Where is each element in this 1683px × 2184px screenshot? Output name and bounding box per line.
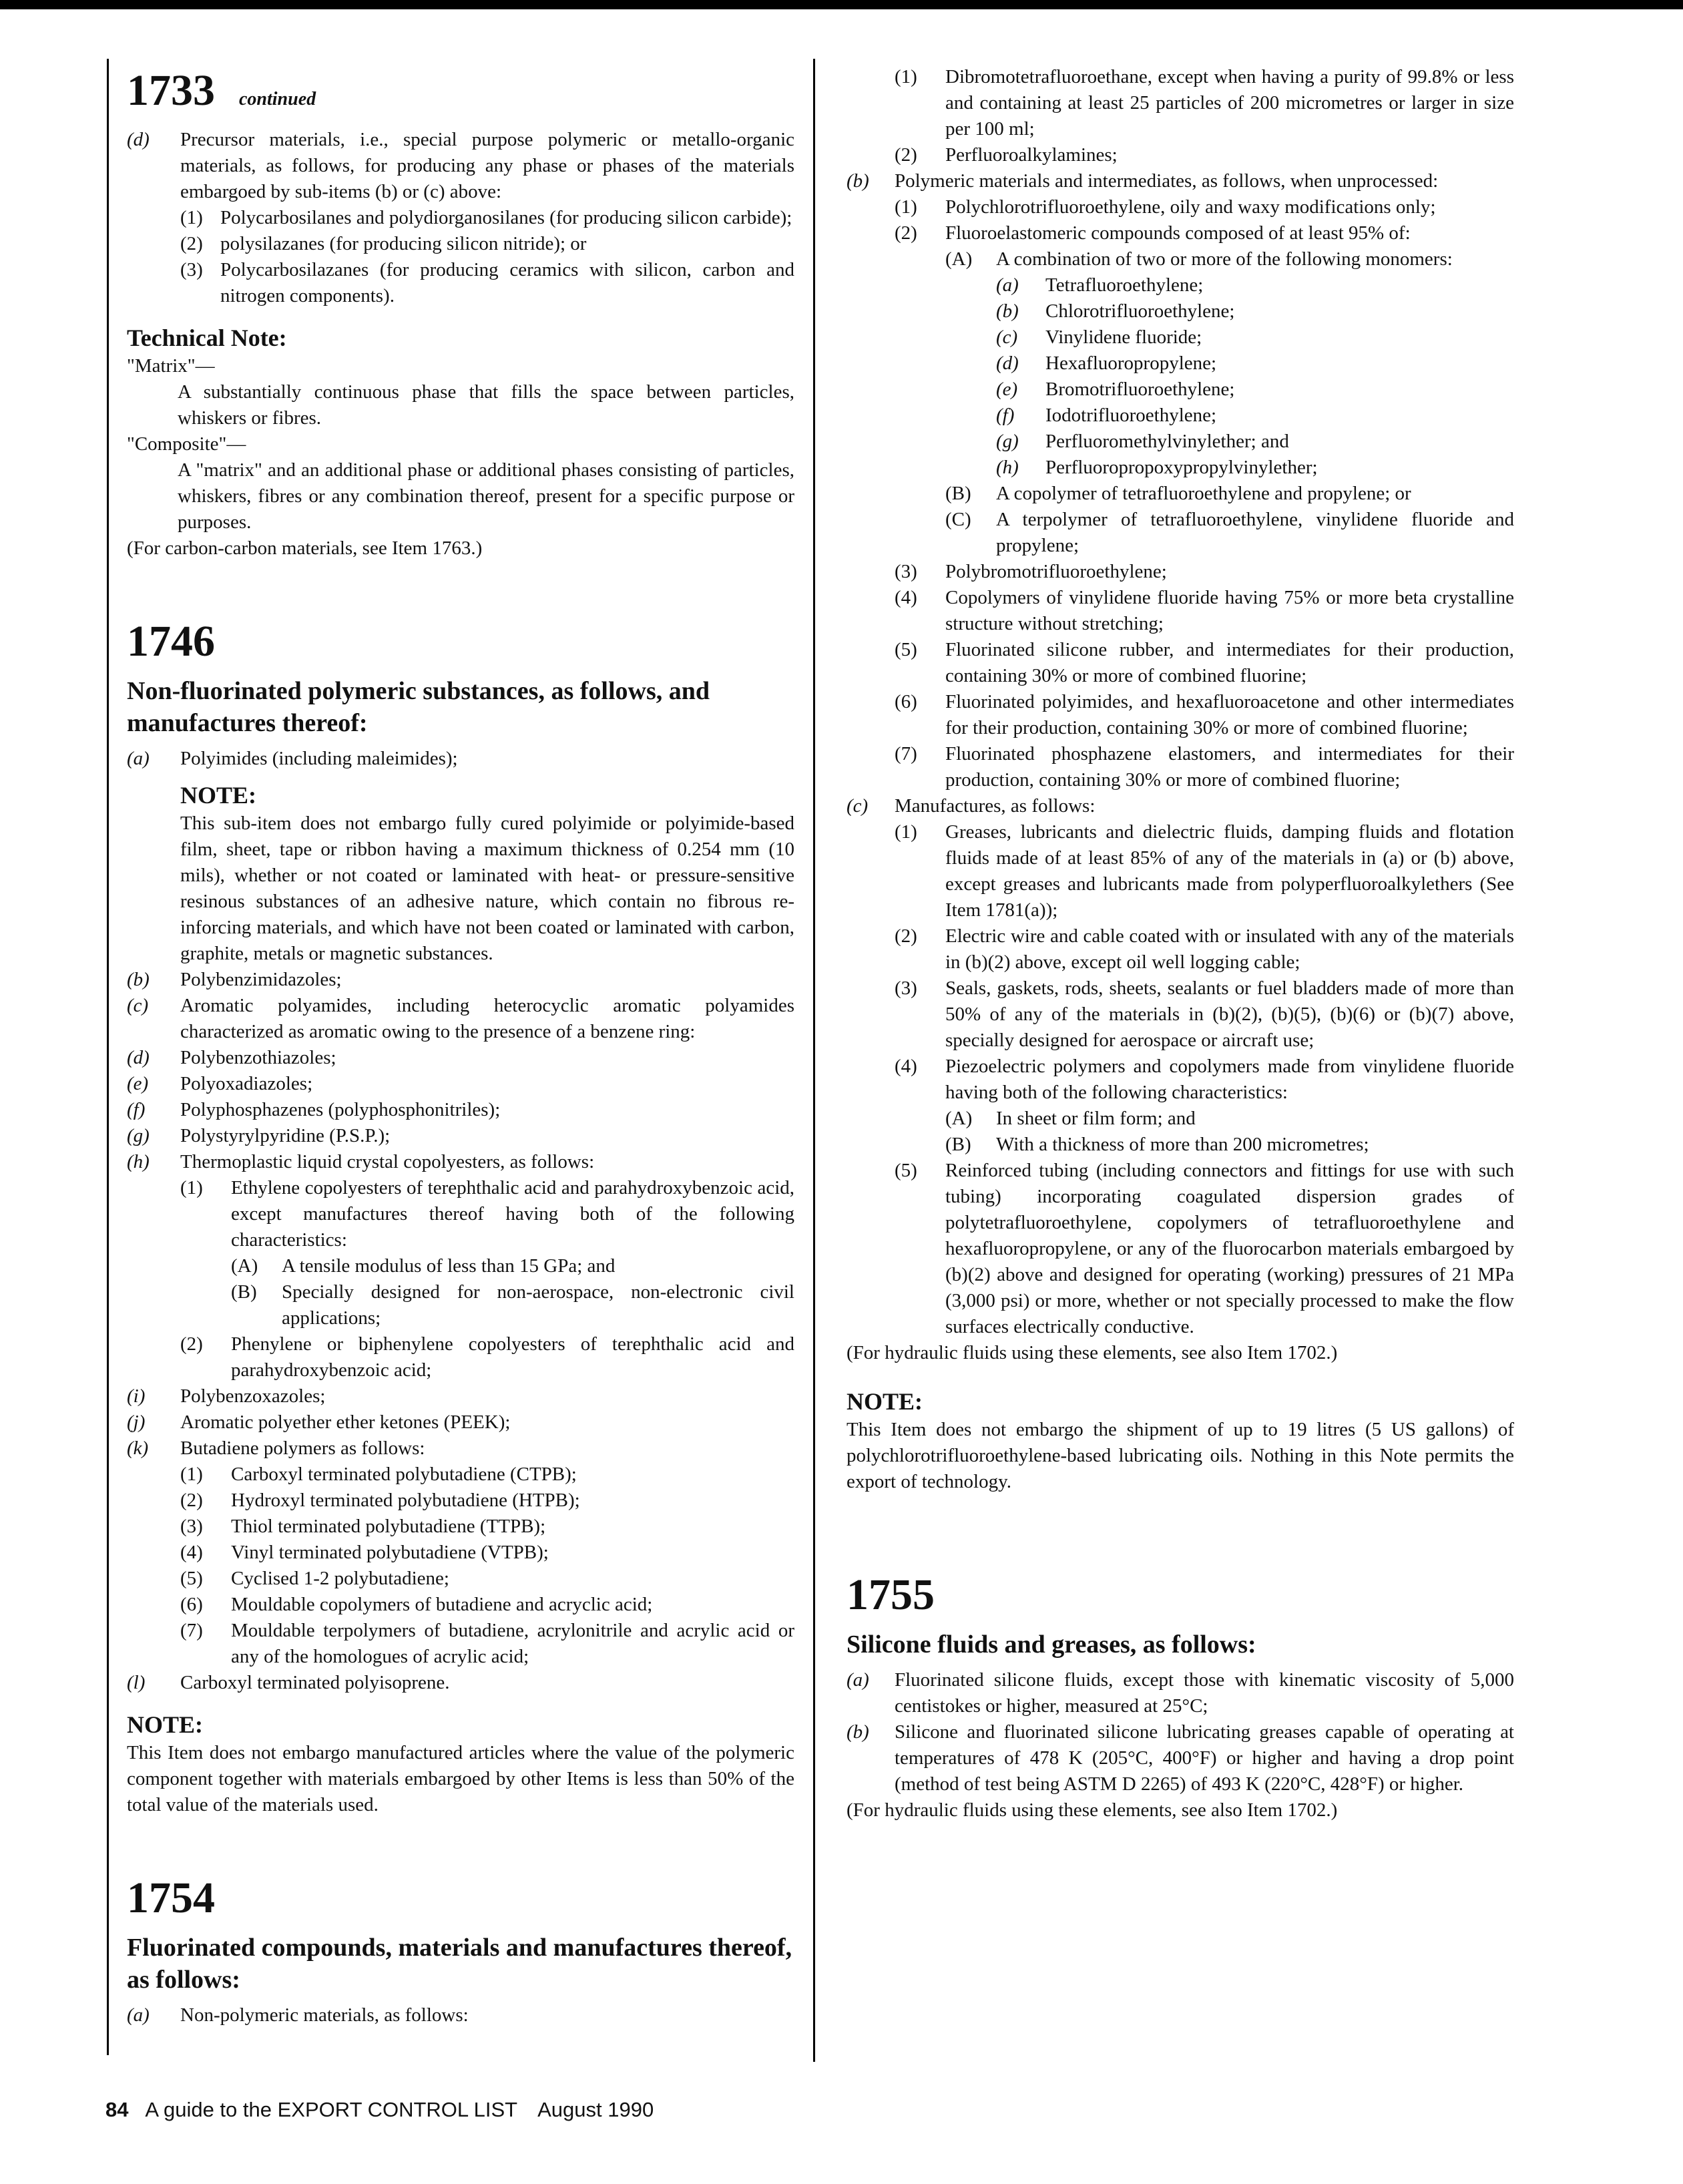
list-item: [180, 1462, 794, 1488]
item-label: (b): [847, 1721, 869, 1743]
item-text: A terpolymer of tetrafluoroethylene, vinylidene fluoride and propylene;: [996, 509, 1514, 556]
definition-term: "Composite"—: [127, 433, 246, 455]
list-item: [996, 298, 1514, 324]
item-text: Non-polymeric materials, as follows:: [180, 2004, 469, 2026]
item-text: Polyoxadiazoles;: [180, 1073, 313, 1094]
item-label: (B): [945, 483, 971, 504]
list-item: [895, 637, 1514, 689]
item-number: 1754: [127, 1874, 215, 1922]
center-column-rule: [813, 59, 815, 2062]
list-item: [180, 231, 794, 257]
item-label: (a): [127, 2004, 150, 2026]
item-text: Dibromotetrafluoroethane, except when having a purity of 99.8% or less and containing at least 25 particles of 200 micrometres or larger in size per 100 ml;: [945, 66, 1514, 140]
item-text: Aromatic polyether ether ketones (PEEK);: [180, 1411, 511, 1433]
item-text: Tetrafluoroethylene;: [1045, 274, 1204, 296]
item-text: Fluorinated polyimides, and hexafluoroacetone and other intermediates for their production, containing 30% or more of combined fluorine;: [945, 691, 1514, 738]
item-text: Polystyrylpyridine (P.S.P.);: [180, 1125, 391, 1146]
item-label: (e): [127, 1073, 149, 1094]
list-item: [847, 793, 1514, 819]
note-text: This Item does not embargo the shipment of up to 19 litres (5 US gallons) of polychlorotrifluoroethylene-based lubricating oils. Nothing in this Note permits the export of technology.: [847, 1419, 1514, 1492]
item-label: (3): [895, 977, 917, 999]
item-text: Thermoplastic liquid crystal copolyesters, as follows:: [180, 1151, 595, 1172]
list-item: [127, 1097, 794, 1123]
item-label: (1): [895, 196, 917, 218]
list-item: [895, 1158, 1514, 1340]
definition-text: A substantially continuous phase that fills the space between particles, whiskers or fibres.: [178, 381, 794, 429]
item-text: Greases, lubricants and dielectric fluids, damping fluids and flotation fluids made of at least 85% of any of the materials in (a) or (b) above, except greases and lubricants made from polyperfluoroalkylethers (See Item 1781(a));: [945, 821, 1514, 921]
technical-note-heading: Technical Note:: [127, 324, 287, 351]
definition-term: "Matrix"—: [127, 355, 215, 377]
item-text: Polybenzoxazoles;: [180, 1385, 326, 1407]
list-item: [895, 819, 1514, 923]
publication-title: A guide to the EXPORT CONTROL LIST: [145, 2098, 517, 2121]
list-item: [127, 967, 794, 993]
item-text: A copolymer of tetrafluoroethylene and propylene; or: [996, 483, 1411, 504]
list-item: [180, 1566, 794, 1592]
top-border: [0, 0, 1683, 9]
list-item: [127, 1670, 794, 1696]
item-label: (b): [127, 969, 150, 990]
item-text: A tensile modulus of less than 15 GPa; and: [282, 1255, 616, 1277]
right-column: [847, 64, 1514, 1823]
item-text: Precursor materials, i.e., special purpose polymeric or metallo-organic materials, as follows, for producing any phase or phases of the materials embargoed by sub-items (b) or (c) above:: [180, 129, 794, 202]
item-label: (j): [127, 1411, 146, 1433]
item-text: Silicone and fluorinated silicone lubricating greases capable of operating at temperatures of 478 K (205°C, 400°F) or higher and having a drop point (method of test being ASTM D 2265) of 493 K (220°C, 428°F) or higher.: [895, 1721, 1514, 1795]
list-item: [127, 1071, 794, 1097]
item-text: Perfluoroalkylamines;: [945, 144, 1118, 166]
item-text: Polycarbosilanes and polydiorganosilanes (for producing silicon carbide);: [220, 207, 792, 228]
item-text: In sheet or film form; and: [996, 1108, 1196, 1129]
list-item: [895, 194, 1514, 220]
item-label: (5): [895, 1160, 917, 1181]
item-label: (h): [127, 1151, 150, 1172]
item-label: (4): [895, 587, 917, 608]
list-item: [180, 1592, 794, 1618]
list-item: [996, 377, 1514, 403]
item-label: (A): [945, 248, 973, 270]
list-item: [127, 993, 794, 1045]
item-label: (f): [127, 1099, 146, 1120]
item-text: Carboxyl terminated polyisoprene.: [180, 1672, 450, 1693]
item-label: (b): [996, 300, 1019, 322]
item-label: (A): [231, 1255, 258, 1277]
list-item: [180, 1618, 794, 1670]
item-text: polysilazanes (for producing silicon nitride); or: [220, 233, 587, 254]
item-label: (2): [180, 1490, 203, 1511]
list-item: [180, 1488, 794, 1514]
item-label: (B): [945, 1134, 971, 1155]
item-label: (1): [180, 1464, 203, 1485]
item-text: Vinyl terminated polybutadiene (VTPB);: [231, 1542, 549, 1563]
list-item: [847, 168, 1514, 194]
list-item: [895, 689, 1514, 741]
item-text: Polycarbosilazanes (for producing ceramics with silicon, carbon and nitrogen components).: [220, 259, 794, 306]
item-label: (c): [127, 995, 149, 1016]
item-text: Polymeric materials and intermediates, as follows, when unprocessed:: [895, 170, 1439, 192]
left-column: [127, 64, 794, 2028]
item-text: Polychlorotrifluoroethylene, oily and waxy modifications only;: [945, 196, 1436, 218]
item-label: (e): [996, 379, 1018, 400]
item-text: Cyclised 1-2 polybutadiene;: [231, 1568, 449, 1589]
item-text: Copolymers of vinylidene fluoride having 75% or more beta crystalline structure without stretching;: [945, 587, 1514, 634]
item-label: (3): [180, 259, 203, 280]
item-label: (7): [895, 743, 917, 765]
list-item: [231, 1279, 794, 1331]
item-number: 1733: [127, 66, 215, 115]
list-item: [895, 923, 1514, 975]
list-item: [945, 246, 1514, 272]
item-text: Hydroxyl terminated polybutadiene (HTPB);: [231, 1490, 580, 1511]
list-item: [895, 220, 1514, 246]
item-text: Polybenzothiazoles;: [180, 1047, 336, 1068]
item-text: Perfluoromethylvinylether; and: [1045, 431, 1289, 452]
item-label: (h): [996, 457, 1019, 478]
list-item: [945, 481, 1514, 507]
item-label: (5): [895, 639, 917, 660]
note-heading: NOTE:: [127, 1711, 204, 1738]
list-item: [127, 2002, 794, 2028]
item-label: (1): [895, 821, 917, 843]
list-item: [180, 257, 794, 309]
list-item: [127, 1409, 794, 1436]
item-text: Electric wire and cable coated with or insulated with any of the materials in (b)(2) above, except oil well logging cable;: [945, 925, 1514, 973]
list-item: [127, 1436, 794, 1462]
list-item: [895, 559, 1514, 585]
item-text: Butadiene polymers as follows:: [180, 1438, 425, 1459]
publication-date: August 1990: [537, 2098, 654, 2121]
item-text: With a thickness of more than 200 micrometres;: [996, 1134, 1369, 1155]
item-label: (g): [996, 431, 1019, 452]
item-text: Chlorotrifluoroethylene;: [1045, 300, 1235, 322]
item-text: Specially designed for non-aerospace, non-electronic civil applications;: [282, 1281, 794, 1329]
item-text: Polybromotrifluoroethylene;: [945, 561, 1167, 582]
item-label: (f): [996, 405, 1015, 426]
item-1733-header: [127, 64, 794, 118]
item-number: 1746: [127, 617, 215, 666]
cross-reference: (For hydraulic fluids using these elements, see also Item 1702.): [847, 1799, 1338, 1821]
item-label: (3): [180, 1516, 203, 1537]
item-label: (6): [180, 1594, 203, 1615]
list-item: [996, 455, 1514, 481]
left-column-rule: [107, 59, 109, 2055]
page-footer: [105, 2098, 654, 2122]
item-text: Perfluoropropoxypropylvinylether;: [1045, 457, 1318, 478]
page-number: 84: [105, 2098, 129, 2121]
item-label: (1): [180, 1177, 203, 1198]
item-label: (1): [895, 66, 917, 87]
item-label: (d): [127, 1047, 150, 1068]
item-text: Piezoelectric polymers and copolymers made from vinylidene fluoride having both of the following characteristics:: [945, 1056, 1514, 1103]
item-text: A combination of two or more of the following monomers:: [996, 248, 1453, 270]
list-item: [847, 1667, 1514, 1719]
item-text: Mouldable copolymers of butadiene and acryclic acid;: [231, 1594, 653, 1615]
item-label: (a): [847, 1669, 869, 1691]
item-text: Fluorinated phosphazene elastomers, and intermediates for their production, containing 30% or more of combined fluorine;: [945, 743, 1514, 791]
item-label: (a): [996, 274, 1019, 296]
item-text: Aromatic polyamides, including heterocyclic aromatic polyamides characterized as aromatic owing to the presence of a benzene ring:: [180, 995, 794, 1042]
list-item: [847, 1719, 1514, 1797]
item-label: (2): [895, 925, 917, 947]
list-item: [895, 64, 1514, 142]
item-text: Phenylene or biphenylene copolyesters of terephthalic acid and parahydroxybenzoic acid;: [231, 1333, 794, 1381]
list-item: [895, 142, 1514, 168]
item-label: (d): [996, 353, 1019, 374]
item-title: Non-fluorinated polymeric substances, as follows, and manufactures thereof:: [127, 677, 710, 737]
cross-reference: (For carbon-carbon materials, see Item 1763.): [127, 537, 483, 559]
item-text: Reinforced tubing (including connectors and fittings for use with such tubing) incorporating coagulated dispersion grades of polytetrafluoroethylene, copolymers of tetrafluoroethylene and hexafluoropropylene, or any of the fluorocarbon materials embargoed by (b)(2) above and designed for operating (working) pressures of 21 MPa (3,000 psi) or more, whether or not specially processed to make the flow surfaces electrically conductive.: [945, 1160, 1514, 1337]
item-label: (i): [127, 1385, 146, 1407]
list-item: [945, 507, 1514, 559]
item-label: (k): [127, 1438, 149, 1459]
item-title: Fluorinated compounds, materials and manufactures thereof, as follows:: [127, 1934, 792, 1994]
item-text: Polyimides (including maleimides);: [180, 748, 458, 769]
list-item: [127, 1123, 794, 1149]
item-label: (a): [127, 748, 150, 769]
list-item: [945, 1132, 1514, 1158]
item-text: Fluorinated silicone fluids, except those with kinematic viscosity of 5,000 centistokes or higher, measured at 25°C;: [895, 1669, 1514, 1717]
item-label: (7): [180, 1620, 203, 1641]
list-item: [895, 1054, 1514, 1106]
item-text: Bromotrifluoroethylene;: [1045, 379, 1235, 400]
item-text: Carboxyl terminated polybutadiene (CTPB);: [231, 1464, 577, 1485]
list-item: [996, 403, 1514, 429]
list-item: [895, 585, 1514, 637]
cross-reference: (For hydraulic fluids using these elements, see also Item 1702.): [847, 1342, 1338, 1363]
list-item: [127, 1045, 794, 1071]
item-label: (2): [895, 144, 917, 166]
item-text: Thiol terminated polybutadiene (TTPB);: [231, 1516, 546, 1537]
item-label: (2): [895, 222, 917, 244]
list-item: [180, 1175, 794, 1253]
item-label: (c): [847, 795, 869, 817]
list-item: [945, 1106, 1514, 1132]
list-item: [996, 272, 1514, 298]
item-label: (4): [180, 1542, 203, 1563]
item-text: Mouldable terpolymers of butadiene, acrylonitrile and acrylic acid or any of the homologues of acrylic acid;: [231, 1620, 794, 1667]
list-item: [996, 351, 1514, 377]
item-label: (C): [945, 509, 971, 530]
item-text: Seals, gaskets, rods, sheets, sealants or fuel bladders made of more than 50% of any of the materials in (b)(2), (b)(5), (b)(6) or (b)(7) above, specially designed for aerospace or aircraft use;: [945, 977, 1514, 1051]
item-label: (5): [180, 1568, 203, 1589]
list-item: [180, 1514, 794, 1540]
note-text: This Item does not embargo manufactured articles where the value of the polymeric component together with materials embargoed by other Items is less than 50% of the total value of the materials used.: [127, 1742, 794, 1815]
item-text: Polybenzimidazoles;: [180, 969, 342, 990]
item-text: Vinylidene fluoride;: [1045, 326, 1202, 348]
item-label: (c): [996, 326, 1018, 348]
list-item: [895, 741, 1514, 793]
item-text: Fluorinated silicone rubber, and intermediates for their production, containing 30% or more of combined fluorine;: [945, 639, 1514, 686]
item-label: (A): [945, 1108, 973, 1129]
item-label: (b): [847, 170, 869, 192]
list-item: [895, 975, 1514, 1054]
item-text: Ethylene copolyesters of terephthalic acid and parahydroxybenzoic acid, except manufactures thereof having both of the following characteristics:: [231, 1177, 794, 1251]
list-item: [996, 429, 1514, 455]
list-item: [127, 1383, 794, 1409]
item-label: (B): [231, 1281, 257, 1303]
list-item: [180, 1331, 794, 1383]
note-heading: NOTE:: [847, 1388, 923, 1415]
item-label: (1): [180, 207, 203, 228]
list-item: [127, 1149, 794, 1175]
item-label: (d): [127, 129, 150, 150]
item-text: Polyphosphazenes (polyphosphonitriles);: [180, 1099, 501, 1120]
item-text: Manufactures, as follows:: [895, 795, 1096, 817]
list-item: [996, 324, 1514, 351]
list-item: [231, 1253, 794, 1279]
item-label: (3): [895, 561, 917, 582]
item-number: 1755: [847, 1570, 935, 1619]
item-title: Silicone fluids and greases, as follows:: [847, 1630, 1256, 1659]
item-label: (l): [127, 1672, 146, 1693]
list-item: [180, 205, 794, 231]
item-label: (2): [180, 1333, 203, 1355]
definition-text: A "matrix" and an additional phase or additional phases consisting of particles, whiskers, fibres or any combination thereof, present for a specific purpose or purposes.: [178, 459, 794, 533]
item-text: Iodotrifluoroethylene;: [1045, 405, 1217, 426]
note-heading: NOTE:: [180, 782, 257, 809]
list-item: [127, 127, 794, 205]
note-text: This sub-item does not embargo fully cured polyimide or polyimide-based film, sheet, tape or ribbon having a maximum thickness of 0.254 mm (10 mils), whether or not coated or laminated with heat- or pressure-sensitive resinous substances of an adhesive nature, which contain no fibrous re-inforcing materials, and which have not been coated or laminated with carbon, graphite, metals or magnetic substances.: [180, 813, 794, 964]
item-label: (4): [895, 1056, 917, 1077]
list-item: [127, 746, 794, 772]
item-text: Hexafluoropropylene;: [1045, 353, 1217, 374]
item-label: (g): [127, 1125, 150, 1146]
list-item: [180, 1540, 794, 1566]
continued-label: continued: [239, 89, 316, 110]
item-text: Fluoroelastomeric compounds composed of at least 95% of:: [945, 222, 1411, 244]
item-label: (2): [180, 233, 203, 254]
item-label: (6): [895, 691, 917, 712]
